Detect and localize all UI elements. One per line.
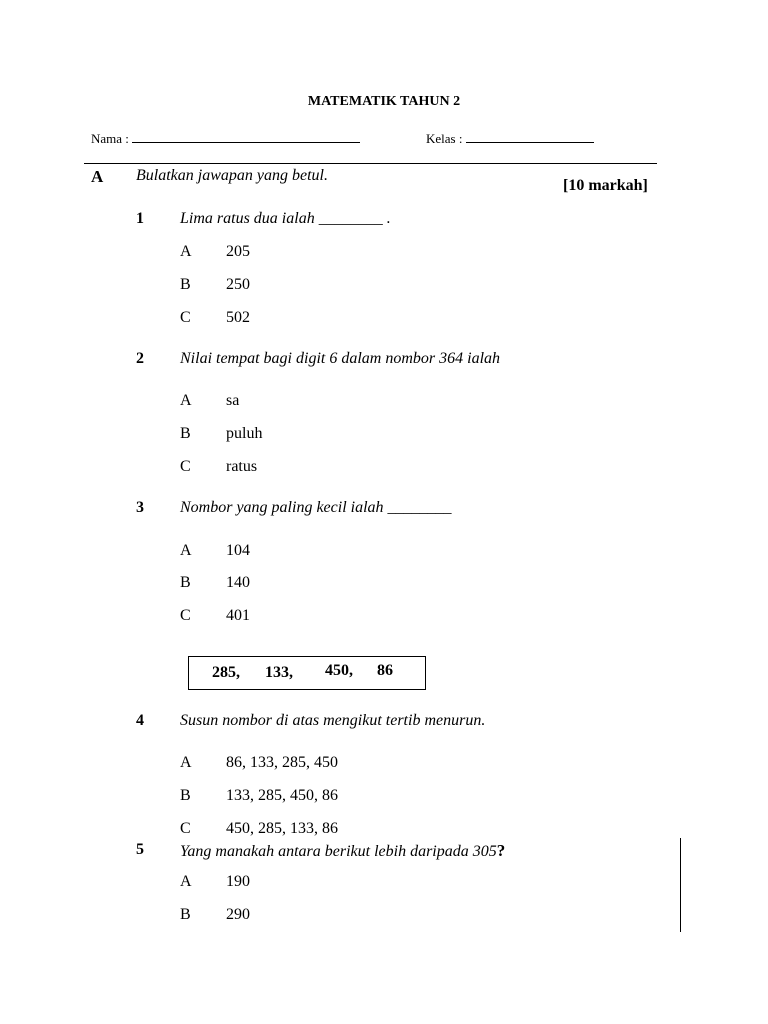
section-letter: A bbox=[91, 167, 104, 186]
q2-option-b-letter[interactable]: B bbox=[180, 425, 191, 442]
page-title: MATEMATIK TAHUN 2 bbox=[307, 94, 461, 109]
q3-option-c-letter[interactable]: C bbox=[180, 607, 191, 624]
number-box-item-1: 285, bbox=[212, 664, 240, 681]
q4-option-c-letter[interactable]: C bbox=[180, 820, 191, 837]
question-4-text: Susun nombor di atas mengikut tertib menurun. bbox=[180, 712, 486, 729]
marks-label: [10 markah] bbox=[563, 177, 648, 194]
question-3-number: 3 bbox=[136, 499, 144, 516]
question-3-text: Nombor yang paling kecil ialah ________ bbox=[180, 499, 452, 516]
question-5-mark: ? bbox=[496, 841, 506, 860]
section-instruction: Bulatkan jawapan yang betul. bbox=[136, 167, 328, 184]
q2-option-c-value[interactable]: ratus bbox=[226, 458, 258, 475]
q4-option-b-letter[interactable]: B bbox=[180, 787, 191, 804]
number-box-item-2: 133, bbox=[265, 664, 293, 681]
q1-option-b-letter[interactable]: B bbox=[180, 276, 191, 293]
question-5-line bbox=[180, 841, 505, 861]
q4-option-a-value[interactable]: 86, 133, 285, 450 bbox=[226, 754, 338, 771]
q3-option-a-value[interactable]: 104 bbox=[226, 542, 250, 559]
q3-option-b-letter[interactable]: B bbox=[180, 574, 191, 591]
q1-option-b-value[interactable]: 250 bbox=[226, 276, 250, 293]
q1-option-c-value[interactable]: 502 bbox=[226, 309, 250, 326]
nama-blank[interactable] bbox=[132, 130, 360, 143]
q5-option-b-letter[interactable]: B bbox=[180, 906, 191, 923]
question-1-number: 1 bbox=[136, 210, 144, 227]
q1-option-a-letter[interactable]: A bbox=[180, 243, 192, 260]
q2-option-a-letter[interactable]: A bbox=[180, 392, 192, 409]
question-5-number: 5 bbox=[136, 841, 144, 858]
question-2-number: 2 bbox=[136, 350, 144, 367]
q5-option-b-value[interactable]: 290 bbox=[226, 906, 250, 923]
q2-option-b-value[interactable]: puluh bbox=[226, 425, 263, 442]
q5-option-a-value[interactable]: 190 bbox=[226, 873, 250, 890]
nama-label: Nama : bbox=[91, 131, 129, 146]
kelas-label: Kelas : bbox=[426, 131, 463, 146]
question-5-text: Yang manakah antara berikut lebih daripada 305 bbox=[180, 843, 497, 860]
q1-option-c-letter[interactable]: C bbox=[180, 309, 191, 326]
kelas-field[interactable] bbox=[426, 130, 594, 147]
nama-field[interactable] bbox=[91, 130, 360, 147]
q3-option-c-value[interactable]: 401 bbox=[226, 607, 250, 624]
q5-option-a-letter[interactable]: A bbox=[180, 873, 192, 890]
q2-option-c-letter[interactable]: C bbox=[180, 458, 191, 475]
number-box-item-3: 450, bbox=[325, 662, 353, 679]
q4-option-c-value[interactable]: 450, 285, 133, 86 bbox=[226, 820, 338, 837]
q1-option-a-value[interactable]: 205 bbox=[226, 243, 250, 260]
question-2-text: Nilai tempat bagi digit 6 dalam nombor 364 ialah bbox=[180, 350, 501, 367]
q4-option-b-value[interactable]: 133, 285, 450, 86 bbox=[226, 787, 338, 804]
q3-option-b-value[interactable]: 140 bbox=[226, 574, 250, 591]
question-1-text: Lima ratus dua ialah ________ . bbox=[180, 210, 391, 227]
q3-option-a-letter[interactable]: A bbox=[180, 542, 192, 559]
number-box-item-4: 86 bbox=[377, 662, 393, 679]
header-divider bbox=[84, 163, 657, 164]
question-4-number: 4 bbox=[136, 712, 144, 729]
q2-option-a-value[interactable]: sa bbox=[226, 392, 240, 409]
q4-option-a-letter[interactable]: A bbox=[180, 754, 192, 771]
margin-line bbox=[680, 838, 681, 932]
kelas-blank[interactable] bbox=[466, 130, 594, 143]
